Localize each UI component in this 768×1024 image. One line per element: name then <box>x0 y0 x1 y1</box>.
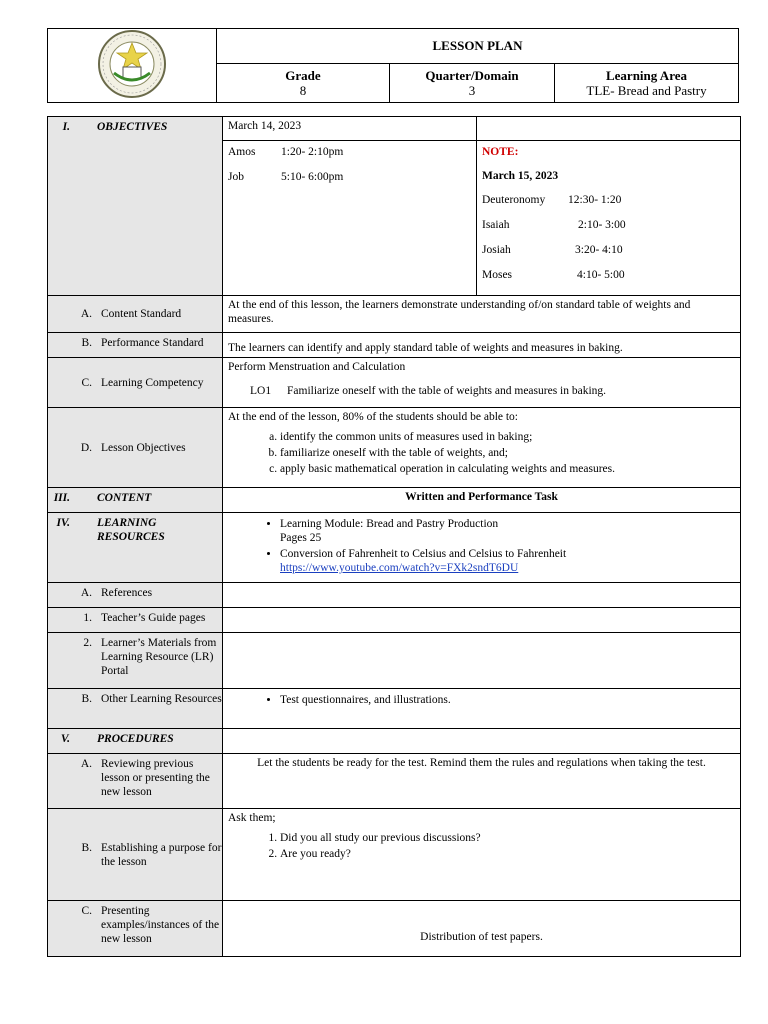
reviewing-text: Let the students be ready for the test. Remind them the rules and regulations when taking the test. <box>223 754 741 809</box>
quarter-value: 3 <box>468 83 476 98</box>
learners-materials-label: Learner’s Materials from Learning Resource (LR) Portal <box>101 637 217 677</box>
performance-standard-text: The learners can identify and apply standard table of weights and measures in baking. <box>223 333 741 358</box>
content-heading: CONTENT <box>97 492 152 504</box>
list-item: c. apply basic mathematical operation in calculating weights and measures. <box>280 462 735 476</box>
list-item: a. identify the common units of measures used in baking; <box>280 430 735 444</box>
learning-competency-row: C. Learning Competency Perform Menstruation and Calculation LO1 Familiarize oneself with the table of weights and measures in baking. <box>48 358 741 408</box>
performance-standard-row: B. Performance Standard The learners can identify and apply standard table of weights and measures in baking. <box>48 333 741 358</box>
note-label: NOTE: <box>482 146 519 158</box>
youtube-link[interactable]: https://www.youtube.com/watch?v=FXk2sndT6DU <box>280 562 519 574</box>
learners-materials-row: 2. Learner’s Materials from Learning Resource (LR) Portal <box>48 633 741 689</box>
references-label: References <box>101 587 153 599</box>
learners-materials-blank <box>223 633 741 689</box>
learning-competency-label: Learning Competency <box>101 376 204 389</box>
lo-text: Familiarize oneself with the table of weights and measures in baking. <box>287 385 607 397</box>
school-seal-icon <box>92 29 172 99</box>
lesson-objectives-row: D. Lesson Objectives At the end of the lesson, 80% of the students should be able to: a. identify the common units of measures used in baking; b. familiarize oneself with the table of weights, and; c. apply basic mathematical operation in calculating weights and measures. <box>48 408 741 488</box>
grade-label: Grade <box>285 68 321 83</box>
establishing-row: B. Establishing a purpose for the lesson Ask them; 1. Did you all study our previous discussions? 2. Are you ready? <box>48 809 741 901</box>
establishing-label: Establishing a purpose for the lesson <box>101 841 222 868</box>
objectives-date: March 14, 2023 <box>223 117 477 141</box>
procedures-heading: PROCEDURES <box>97 733 174 745</box>
presenting-row: C. Presenting examples/instances of the new lesson Distribution of test papers. <box>48 901 741 957</box>
lo-code: LO1 <box>250 385 272 397</box>
content-text: Written and Performance Task <box>223 488 741 513</box>
other-resources-row: B. Other Learning Resources • Test questionnaires, and illustrations. <box>48 689 741 729</box>
content-row: III. CONTENT Written and Performance Task <box>48 488 741 513</box>
learning-area-value: TLE- Bread and Pastry <box>586 83 707 98</box>
objectives-label-cell: I. OBJECTIVES <box>48 117 223 296</box>
list-item: 2. Are you ready? <box>280 847 735 861</box>
note-date: March 15, 2023 <box>482 170 559 182</box>
teachers-guide-blank <box>223 608 741 633</box>
establishing-intro: Ask them; <box>228 812 276 824</box>
quarter-label: Quarter/Domain <box>425 68 519 83</box>
lesson-objectives-cell <box>223 408 741 488</box>
performance-standard-label: Performance Standard <box>101 337 204 349</box>
reviewing-row: A. Reviewing previous lesson or presenting the new lesson Let the students be ready for the test. Remind them the rules and regulations when taking the test. <box>48 754 741 809</box>
lesson-plan-table <box>47 116 741 957</box>
school-logo-cell <box>48 29 217 103</box>
other-resources-label: Other Learning Resources <box>101 693 222 705</box>
objectives-blank <box>477 117 741 141</box>
reviewing-label: Reviewing previous lesson or presenting the new lesson <box>101 758 210 798</box>
list-item: • Test questionnaires, and illustrations. <box>280 693 735 707</box>
list-item: • Conversion of Fahrenheit to Celsius and Celsius to Fahrenheit https://www.youtube.com/watch?v=FXk2sndT6DU <box>280 547 735 575</box>
lesson-objectives-intro: At the end of the lesson, 80% of the students should be able to: <box>228 411 519 423</box>
references-row: A. References <box>48 583 741 608</box>
presenting-label: Presenting examples/instances of the new lesson <box>101 905 220 945</box>
procedures-row: V. PROCEDURES <box>48 729 741 754</box>
learning-resources-cell <box>223 513 741 583</box>
note-cell: NOTE: March 15, 2023 Deuteronomy 12:30- 1:20 Isaiah 2:10- 3:00 Josiah 3:20- 4:10 Moses 4:10- 5:00 <box>477 141 741 296</box>
procedures-blank <box>223 729 741 754</box>
presenting-text: Distribution of test papers. <box>223 901 741 957</box>
learning-competency-line1: Perform Menstruation and Calculation <box>228 361 406 373</box>
learning-area-label: Learning Area <box>605 68 687 83</box>
learning-competency-cell <box>223 358 741 408</box>
lesson-objectives-label: Lesson Objectives <box>101 441 186 454</box>
header-table <box>47 28 739 103</box>
content-standard-text: At the end of this lesson, the learners demonstrate understanding of/on standard table of weights and measures. <box>223 296 741 333</box>
class-schedule: Amos 1:20- 2:10pm Job 5:10- 6:00pm <box>223 141 477 296</box>
learning-area-cell <box>555 64 739 103</box>
quarter-cell <box>390 64 555 103</box>
lesson-plan-title: LESSON PLAN <box>217 29 739 64</box>
teachers-guide-label: Teacher’s Guide pages <box>101 612 206 624</box>
list-item: 1. Did you all study our previous discussions? <box>280 831 735 845</box>
grade-value: 8 <box>299 83 307 98</box>
learning-resources-row: IV. LEARNING RESOURCES • Learning Module: Bread and Pastry Production Pages 25 • Conversion of Fahrenheit to Celsius and Celsius to Fahrenheit https://www.youtube.com/watch?v=FXk2sndT6DU <box>48 513 741 583</box>
list-item: • Learning Module: Bread and Pastry Production Pages 25 <box>280 517 735 545</box>
grade-cell <box>217 64 390 103</box>
objectives-heading: OBJECTIVES <box>97 121 168 133</box>
list-item: b. familiarize oneself with the table of weights, and; <box>280 446 735 460</box>
references-blank <box>223 583 741 608</box>
other-resources-cell <box>223 689 741 729</box>
establishing-cell <box>223 809 741 901</box>
content-standard-row: A. Content Standard At the end of this lesson, the learners demonstrate understanding of/on standard table of weights and measures. <box>48 296 741 333</box>
teachers-guide-row: 1. Teacher’s Guide pages <box>48 608 741 633</box>
content-standard-label: Content Standard <box>101 308 182 320</box>
objectives-row <box>48 117 741 141</box>
learning-resources-heading: LEARNING RESOURCES <box>97 517 165 543</box>
